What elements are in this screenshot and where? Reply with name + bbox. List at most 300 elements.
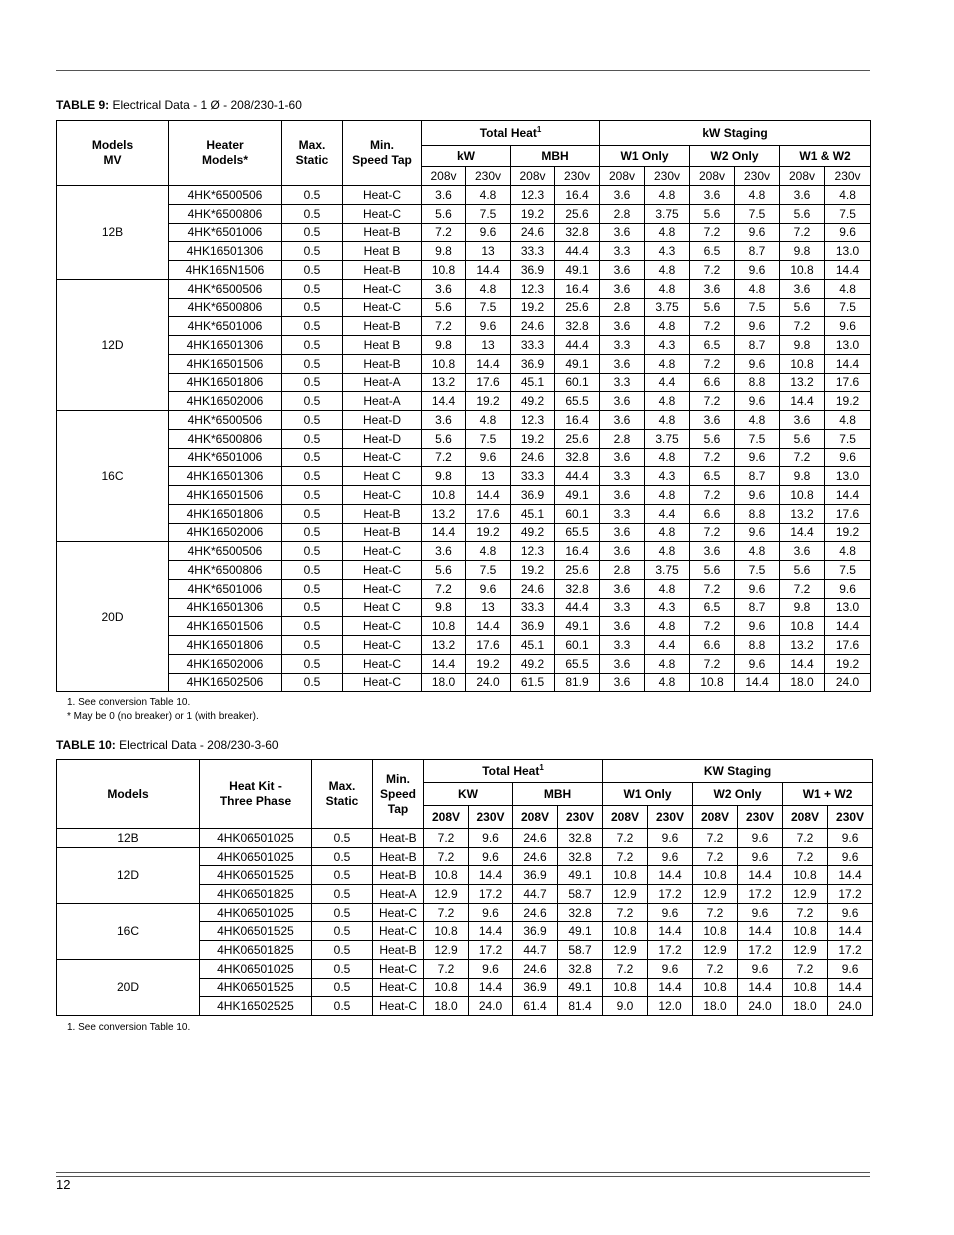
t10-cell: 24.0 [738,997,783,1016]
t9-cell: 45.1 [511,636,555,655]
t9-cell: 4HK*6501006 [169,317,282,336]
t9-cell: 7.5 [735,561,780,580]
t10-cell: 7.2 [424,847,469,866]
t9-cell: 19.2 [511,429,555,448]
t9-cell: 7.5 [735,298,780,317]
t10-header-volt-8: 208V [783,806,828,829]
t9-cell: 4HK16501806 [169,636,282,655]
t10-cell: Heat-B [373,847,424,866]
t9-cell: 0.5 [282,579,343,598]
t9-cell: 13.2 [780,504,825,523]
t9-cell: 9.8 [422,598,466,617]
t10-cell: 9.6 [738,829,783,848]
t9-cell: 0.5 [282,373,343,392]
table-row [57,317,871,336]
t9-cell: Heat-C [343,617,422,636]
t9-cell: 19.2 [511,298,555,317]
t9-cell: 8.7 [735,467,780,486]
t10-cell: 32.8 [558,959,603,978]
t10-cell: 58.7 [558,885,603,904]
t10-cell: 12.9 [783,885,828,904]
t9-header-volt-7: 230v [735,167,780,186]
t9-cell: 4HK16502006 [169,654,282,673]
t9-cell: Heat C [343,467,422,486]
table-row [57,223,871,242]
t9-cell: 4.8 [825,186,871,205]
t9-cell: 0.5 [282,542,343,561]
t9-cell: 14.4 [825,354,871,373]
t10-cell: 24.6 [513,847,558,866]
t9-cell: 14.4 [466,354,511,373]
t9-cell: 7.5 [466,298,511,317]
table9-caption-text: Electrical Data - 1 Ø - 208/230-1-60 [112,98,302,112]
t9-cell: 14.4 [422,392,466,411]
t9-cell: 4HK16501306 [169,598,282,617]
t10-cell: 7.2 [693,959,738,978]
t9-cell: 4.8 [645,279,690,298]
t9-cell: 60.1 [555,636,600,655]
t10-cell: 10.8 [783,978,828,997]
table9-note-1: 1. See conversion Table 10. [67,697,191,708]
t9-header-volt-6: 208v [690,167,735,186]
t9-cell: 8.7 [735,242,780,261]
t9-cell: 3.3 [600,373,645,392]
table-row [57,261,871,280]
t9-cell: 0.5 [282,523,343,542]
t9-cell: 17.6 [825,636,871,655]
t9-cell: 0.5 [282,673,343,692]
t9-cell: 13.2 [780,373,825,392]
t9-cell: 33.3 [511,467,555,486]
t10-cell: 49.1 [558,866,603,885]
t9-cell: 13 [466,598,511,617]
t9-cell: 4.8 [645,542,690,561]
t9-cell: 3.6 [600,617,645,636]
t9-cell: 49.1 [555,617,600,636]
t10-cell: 9.6 [469,903,513,922]
t10-cell: 14.4 [469,978,513,997]
t9-cell: 10.8 [690,673,735,692]
t9-cell: 0.5 [282,598,343,617]
t9-cell: 8.8 [735,373,780,392]
t9-cell: 9.6 [825,317,871,336]
t9-cell: 5.6 [780,204,825,223]
t10-header-min-speed-tap: Min. Speed Tap [373,760,424,829]
table9 [56,120,871,692]
t9-header-min-speed-tap: Min. Speed Tap [343,121,422,186]
t10-cell: 9.6 [738,847,783,866]
t9-cell: 4HK*6500806 [169,561,282,580]
t9-header-w1-w2: W1 & W2 [780,146,871,167]
t9-cell: Heat-B [343,223,422,242]
t9-cell: 10.8 [780,486,825,505]
t10-cell: 9.6 [469,847,513,866]
t9-cell: 9.6 [735,261,780,280]
t9-header-volt-8: 208v [780,167,825,186]
t9-cell: 6.6 [690,373,735,392]
t10-cell: 14.4 [469,922,513,941]
t10-cell: 0.5 [312,903,373,922]
t10-header-volt-5: 230V [648,806,693,829]
t9-cell: 9.8 [780,598,825,617]
t10-header-volt-6: 208V [693,806,738,829]
t9-cell: 10.8 [422,486,466,505]
t10-cell: 9.6 [469,829,513,848]
t9-cell: 9.6 [825,223,871,242]
t9-cell: 4HK16502506 [169,673,282,692]
t9-cell: Heat-D [343,429,422,448]
table-row [57,411,871,430]
t9-cell: 14.4 [825,617,871,636]
t9-cell: 7.2 [780,223,825,242]
table-row [57,429,871,448]
t9-cell: 4.4 [645,504,690,523]
t9-cell: 7.2 [422,579,466,598]
t10-cell: 0.5 [312,978,373,997]
t9-cell: 5.6 [780,561,825,580]
t9-cell: 9.6 [466,448,511,467]
t9-cell: 3.6 [600,542,645,561]
t9-cell: 4.4 [645,636,690,655]
t9-cell: 4HK16501806 [169,504,282,523]
t10-header-models: Models [57,760,200,829]
t9-cell: 7.5 [735,429,780,448]
t9-cell: 4.3 [645,467,690,486]
t9-cell: 16.4 [555,542,600,561]
table10-caption-label: TABLE 10: [56,738,116,752]
t10-cell: 7.2 [603,903,648,922]
t9-cell: 7.2 [690,654,735,673]
t9-cell: 44.4 [555,242,600,261]
t10-cell: 7.2 [693,903,738,922]
t9-header-mbh: MBH [511,146,600,167]
t9-cell: 5.6 [422,204,466,223]
table-row [57,354,871,373]
t10-cell: 49.1 [558,978,603,997]
table-row [57,523,871,542]
t10-model-cell: 16C [57,903,200,959]
t9-cell: 36.9 [511,617,555,636]
t9-cell: 7.2 [690,392,735,411]
t9-cell: 7.5 [825,298,871,317]
t9-cell: 4.8 [735,279,780,298]
t9-cell: 7.5 [825,204,871,223]
t9-cell: 0.5 [282,467,343,486]
t10-cell: Heat-C [373,959,424,978]
t9-cell: 49.2 [511,523,555,542]
t9-cell: 13 [466,336,511,355]
t9-cell: 3.75 [645,204,690,223]
t9-cell: 4HK16501806 [169,373,282,392]
t9-cell: 14.4 [825,261,871,280]
t9-cell: Heat-A [343,373,422,392]
t9-cell: 17.6 [825,373,871,392]
t9-cell: 49.1 [555,261,600,280]
t9-cell: 12.3 [511,186,555,205]
t9-cell: 7.5 [825,429,871,448]
t9-cell: 4HK*6500806 [169,298,282,317]
t9-cell: 13.2 [422,504,466,523]
t9-cell: 2.8 [600,561,645,580]
t9-header-kw-staging: kW Staging [600,121,871,146]
t10-cell: 9.6 [648,829,693,848]
t9-cell: 9.6 [735,617,780,636]
t9-cell: 4.8 [645,617,690,636]
t9-header-heater-models: Heater Models* [169,121,282,186]
t9-cell: 4.8 [735,542,780,561]
t9-cell: 7.5 [825,561,871,580]
t10-cell: 44.7 [513,941,558,960]
t10-cell: 32.8 [558,903,603,922]
t9-cell: 4HK*6501006 [169,579,282,598]
t9-cell: Heat-C [343,298,422,317]
t9-cell: 3.6 [600,411,645,430]
t9-cell: 25.6 [555,204,600,223]
t9-cell: 19.2 [466,392,511,411]
t9-cell: 3.6 [780,542,825,561]
t9-cell: 3.3 [600,636,645,655]
t10-cell: 4HK06501025 [200,829,312,848]
top-rule [56,70,870,71]
t10-header-volt-0: 208V [424,806,469,829]
t10-cell: 7.2 [603,959,648,978]
t9-cell: 7.2 [780,317,825,336]
t9-header-total-heat: Total Heat$^1$ [422,121,600,146]
t10-cell: 18.0 [693,997,738,1016]
t9-cell: 2.8 [600,298,645,317]
t9-cell: 33.3 [511,598,555,617]
t9-cell: 19.2 [825,654,871,673]
t10-cell: 4HK06501825 [200,885,312,904]
table-row [57,829,873,848]
t10-cell: 10.8 [424,866,469,885]
t10-header-max-static: Max. Static [312,760,373,829]
t9-cell: Heat-D [343,411,422,430]
t9-cell: 0.5 [282,617,343,636]
t9-cell: 4HK165N1506 [169,261,282,280]
t9-cell: 4HK16501306 [169,467,282,486]
t10-cell: 12.9 [693,941,738,960]
t9-cell: 3.3 [600,242,645,261]
t9-cell: 13.0 [825,242,871,261]
t9-header-w1-only: W1 Only [600,146,690,167]
table10-caption-text: Electrical Data - 208/230-3-60 [119,738,279,752]
t10-cell: 17.2 [648,885,693,904]
t9-cell: Heat-B [343,504,422,523]
t10-cell: 7.2 [424,959,469,978]
t9-cell: Heat-B [343,354,422,373]
t9-cell: 4.8 [645,448,690,467]
t10-cell: Heat-B [373,866,424,885]
t10-cell: 9.0 [603,997,648,1016]
t9-cell: 13.0 [825,336,871,355]
t9-cell: 0.5 [282,654,343,673]
t9-model-cell: 20D [57,542,169,692]
t9-cell: 19.2 [511,204,555,223]
t10-cell: 36.9 [513,866,558,885]
t10-cell: 10.8 [693,866,738,885]
t10-cell: 32.8 [558,847,603,866]
table-row [57,847,873,866]
t10-cell: 7.2 [693,847,738,866]
t9-cell: 36.9 [511,486,555,505]
t9-cell: 3.6 [600,448,645,467]
t9-cell: 25.6 [555,429,600,448]
t9-cell: 17.6 [466,373,511,392]
t9-cell: 9.8 [780,336,825,355]
t9-cell: 4.8 [735,186,780,205]
t9-cell: 5.6 [422,561,466,580]
t9-cell: 4.8 [645,486,690,505]
t9-cell: 32.8 [555,223,600,242]
t9-cell: 5.6 [690,561,735,580]
t10-header-w2-only: W2 Only [693,783,783,806]
t10-cell: 7.2 [424,829,469,848]
t10-cell: 14.4 [738,978,783,997]
t9-cell: 4HK16501506 [169,354,282,373]
t9-cell: 0.5 [282,561,343,580]
t9-cell: 8.7 [735,336,780,355]
t10-cell: 7.2 [603,847,648,866]
t9-cell: 4.8 [466,542,511,561]
t10-cell: 10.8 [783,866,828,885]
t9-cell: 3.6 [422,279,466,298]
t9-cell: 9.6 [825,448,871,467]
t9-header-volt-3: 230v [555,167,600,186]
t9-cell: Heat-C [343,448,422,467]
t9-cell: 3.6 [780,411,825,430]
t9-cell: 19.2 [511,561,555,580]
t9-cell: 16.4 [555,186,600,205]
t9-cell: 0.5 [282,223,343,242]
t9-cell: 4.8 [466,279,511,298]
t9-cell: 0.5 [282,298,343,317]
t9-cell: 4HK16501506 [169,617,282,636]
t9-cell: 2.8 [600,429,645,448]
t9-cell: 4.8 [466,411,511,430]
t10-header-volt-7: 230V [738,806,783,829]
t10-cell: 4HK06501525 [200,866,312,885]
t10-cell: 9.6 [648,959,693,978]
t9-cell: Heat-C [343,186,422,205]
t9-cell: 4.8 [645,354,690,373]
t9-cell: 4.8 [645,579,690,598]
t9-cell: 12.3 [511,411,555,430]
t9-cell: 5.6 [780,298,825,317]
t10-cell: 14.4 [828,922,873,941]
t9-cell: 3.3 [600,336,645,355]
table-row [57,654,871,673]
t9-cell: Heat-C [343,542,422,561]
t9-cell: Heat-A [343,392,422,411]
t9-cell: 4.8 [645,223,690,242]
table10-note-1: 1. See conversion Table 10. [67,1022,191,1033]
t9-cell: 9.6 [466,579,511,598]
t10-cell: Heat-C [373,903,424,922]
t9-header-volt-1: 230v [466,167,511,186]
t9-cell: 32.8 [555,317,600,336]
t9-cell: 4HK*6500806 [169,204,282,223]
t9-cell: 14.4 [780,523,825,542]
t9-cell: 25.6 [555,298,600,317]
t9-cell: 14.4 [422,654,466,673]
table-row [57,903,873,922]
table9-caption-label: TABLE 9: [56,98,110,112]
t9-cell: 16.4 [555,411,600,430]
t10-cell: 14.4 [648,978,693,997]
t9-cell: 4HK16501306 [169,242,282,261]
t9-cell: 6.5 [690,336,735,355]
t9-cell: 4HK16502006 [169,392,282,411]
t9-cell: 3.6 [600,261,645,280]
t9-cell: 9.6 [466,223,511,242]
t9-cell: 3.3 [600,467,645,486]
t9-cell: Heat-B [343,317,422,336]
table-row [57,242,871,261]
bottom-rule [56,1172,870,1177]
t9-cell: 4HK*6500506 [169,279,282,298]
t9-cell: 0.5 [282,186,343,205]
t9-cell: 7.2 [690,617,735,636]
t10-model-cell: 20D [57,959,200,1015]
t9-cell: 49.1 [555,354,600,373]
t9-cell: 4.8 [645,411,690,430]
t9-cell: 61.5 [511,673,555,692]
t9-cell: 65.5 [555,654,600,673]
t10-cell: 7.2 [783,847,828,866]
t10-cell: 14.4 [828,978,873,997]
table-row [57,279,871,298]
t10-cell: 4HK06501025 [200,847,312,866]
t10-cell: Heat-B [373,829,424,848]
t10-cell: 18.0 [783,997,828,1016]
t9-cell: 9.6 [466,317,511,336]
t9-cell: 4.3 [645,598,690,617]
t9-cell: 18.0 [422,673,466,692]
t9-cell: 0.5 [282,279,343,298]
t9-cell: 3.6 [600,486,645,505]
t9-cell: 9.8 [780,467,825,486]
t10-cell: 17.2 [469,885,513,904]
table-row [57,959,873,978]
t9-cell: 13.2 [422,373,466,392]
t9-cell: 14.4 [466,617,511,636]
t9-cell: 0.5 [282,486,343,505]
t9-cell: 8.8 [735,504,780,523]
t10-cell: 17.2 [738,941,783,960]
t9-cell: 9.6 [825,579,871,598]
t9-cell: 19.2 [466,654,511,673]
t10-cell: 14.4 [648,866,693,885]
t9-cell: 3.3 [600,598,645,617]
t9-cell: 17.6 [466,504,511,523]
t10-header-w1-w2: W1 + W2 [783,783,873,806]
t10-cell: Heat-C [373,978,424,997]
t9-cell: 7.2 [690,354,735,373]
t9-cell: 3.3 [600,504,645,523]
t9-cell: 3.6 [600,354,645,373]
t9-cell: 4.8 [825,279,871,298]
t9-cell: 49.2 [511,392,555,411]
t9-cell: 8.8 [735,636,780,655]
t9-header-volt-5: 230v [645,167,690,186]
t10-cell: 10.8 [424,922,469,941]
t10-header-volt-2: 208V [513,806,558,829]
t9-cell: 4.3 [645,242,690,261]
t9-cell: 7.2 [690,223,735,242]
t9-cell: 24.6 [511,448,555,467]
t9-cell: 49.2 [511,654,555,673]
